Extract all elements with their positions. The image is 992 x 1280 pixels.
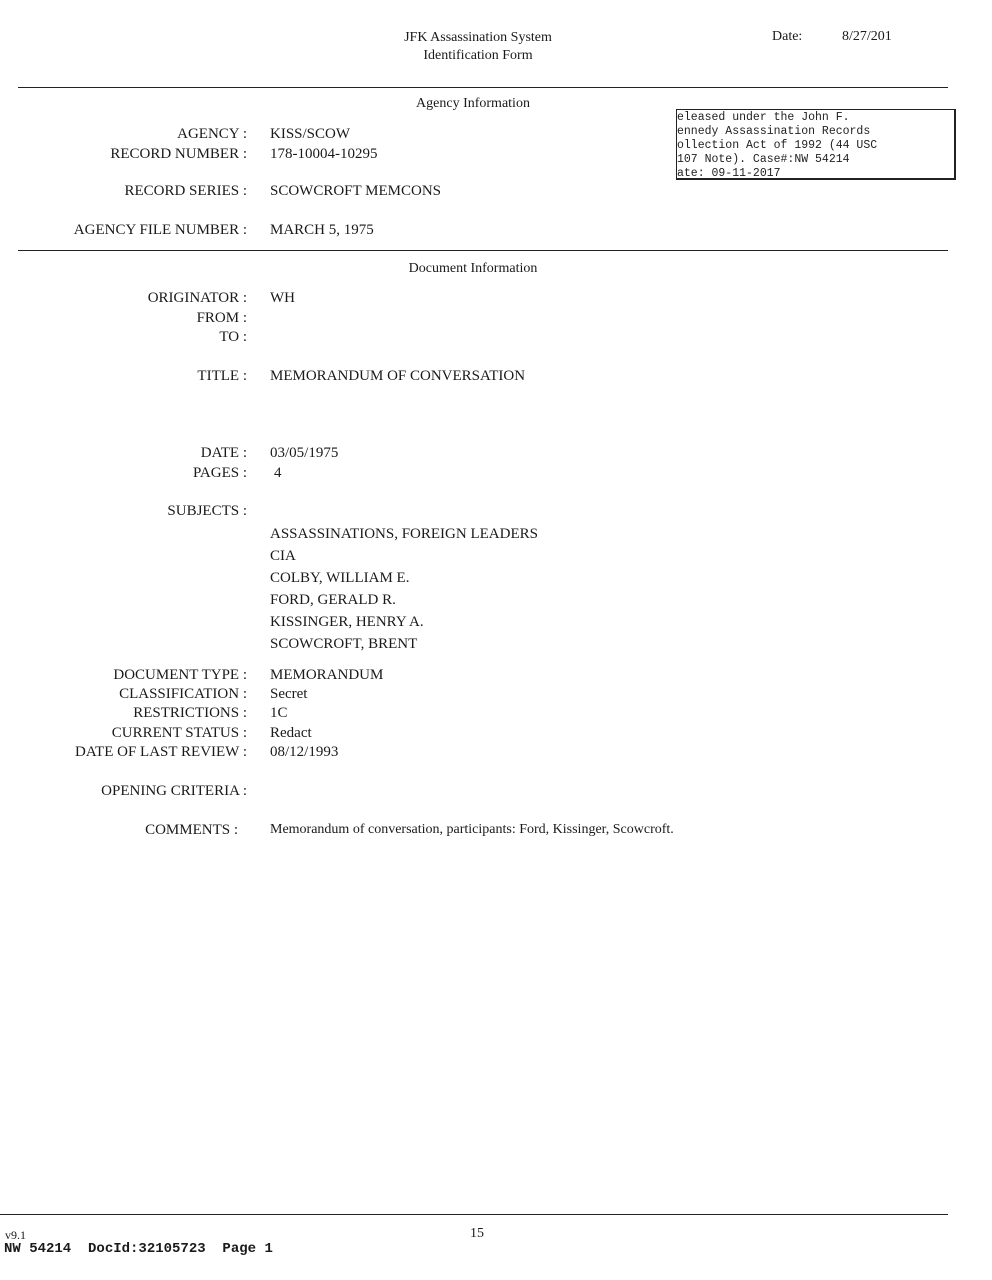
document-type-label: DOCUMENT TYPE : (113, 667, 247, 683)
date-label: DATE : (200, 445, 247, 461)
agency-file-number-label: AGENCY FILE NUMBER : (73, 222, 247, 238)
page-number: 15 (470, 1226, 484, 1241)
section-divider (18, 250, 948, 251)
originator-label: ORIGINATOR : (147, 290, 247, 306)
footer-divider (0, 1214, 948, 1215)
header-date-label: Date: (772, 29, 803, 44)
last-review-value: 08/12/1993 (270, 744, 339, 760)
pages-label: PAGES : (192, 465, 247, 481)
subject-item: SCOWCROFT, BRENT (270, 636, 418, 652)
subjects-label: SUBJECTS : (167, 503, 247, 519)
agency-section-title: Agency Information (416, 96, 530, 111)
release-stamp-line: ennedy Assassination Records (677, 125, 871, 138)
document-type-value: MEMORANDUM (270, 667, 384, 683)
restrictions-label: RESTRICTIONS : (133, 705, 247, 721)
subject-item: FORD, GERALD R. (270, 592, 396, 608)
subject-item: ASSASSINATIONS, FOREIGN LEADERS (270, 526, 538, 542)
release-stamp-line: ate: 09-11-2017 (677, 167, 781, 180)
release-stamp-line: ollection Act of 1992 (44 USC (677, 139, 878, 152)
title-label: TITLE : (197, 368, 247, 384)
date-value: 03/05/1975 (270, 445, 339, 461)
record-number-value: 178-10004-10295 (270, 146, 378, 162)
header-date-value: 8/27/201 (842, 29, 892, 44)
agency-value: KISS/SCOW (270, 126, 351, 142)
current-status-label: CURRENT STATUS : (111, 725, 247, 741)
pages-value: 4 (274, 465, 282, 481)
record-series-label: RECORD SERIES : (124, 183, 247, 199)
opening-criteria-label: OPENING CRITERIA : (101, 783, 247, 799)
header-divider (18, 87, 948, 88)
system-name: JFK Assassination System (404, 30, 552, 45)
release-stamp-line: eleased under the John F. (677, 111, 850, 124)
record-number-label: RECORD NUMBER : (110, 146, 247, 162)
agency-label: AGENCY : (177, 126, 247, 142)
last-review-label: DATE OF LAST REVIEW : (75, 744, 247, 760)
release-stamp-line: 107 Note). Case#:NW 54214 (677, 153, 850, 166)
record-series-value: SCOWCROFT MEMCONS (270, 183, 442, 199)
comments-label: COMMENTS : (145, 822, 238, 838)
subject-item: KISSINGER, HENRY A. (270, 614, 424, 630)
title-value: MEMORANDUM OF CONVERSATION (270, 368, 526, 384)
current-status-value: Redact (270, 725, 312, 741)
subject-item: COLBY, WILLIAM E. (270, 570, 410, 586)
form-header (0, 29, 956, 65)
to-label: TO : (219, 329, 247, 345)
form-name: Identification Form (423, 48, 533, 63)
from-label: FROM : (196, 310, 247, 326)
classification-value: Secret (270, 686, 308, 702)
release-stamp (676, 109, 956, 180)
document-section-title: Document Information (408, 261, 538, 276)
document-id: NW 54214 DocId:32105723 Page 1 (4, 1241, 273, 1257)
form-version: v9.1 (5, 1228, 26, 1242)
restrictions-value: 1C (270, 705, 288, 721)
subject-item: CIA (270, 548, 296, 564)
agency-file-number-value: MARCH 5, 1975 (270, 222, 374, 238)
originator-value: WH (270, 290, 295, 306)
classification-label: CLASSIFICATION : (119, 686, 247, 702)
comments-value: Memorandum of conversation, participants: Ford, Kissinger, Scowcroft. (270, 822, 674, 837)
